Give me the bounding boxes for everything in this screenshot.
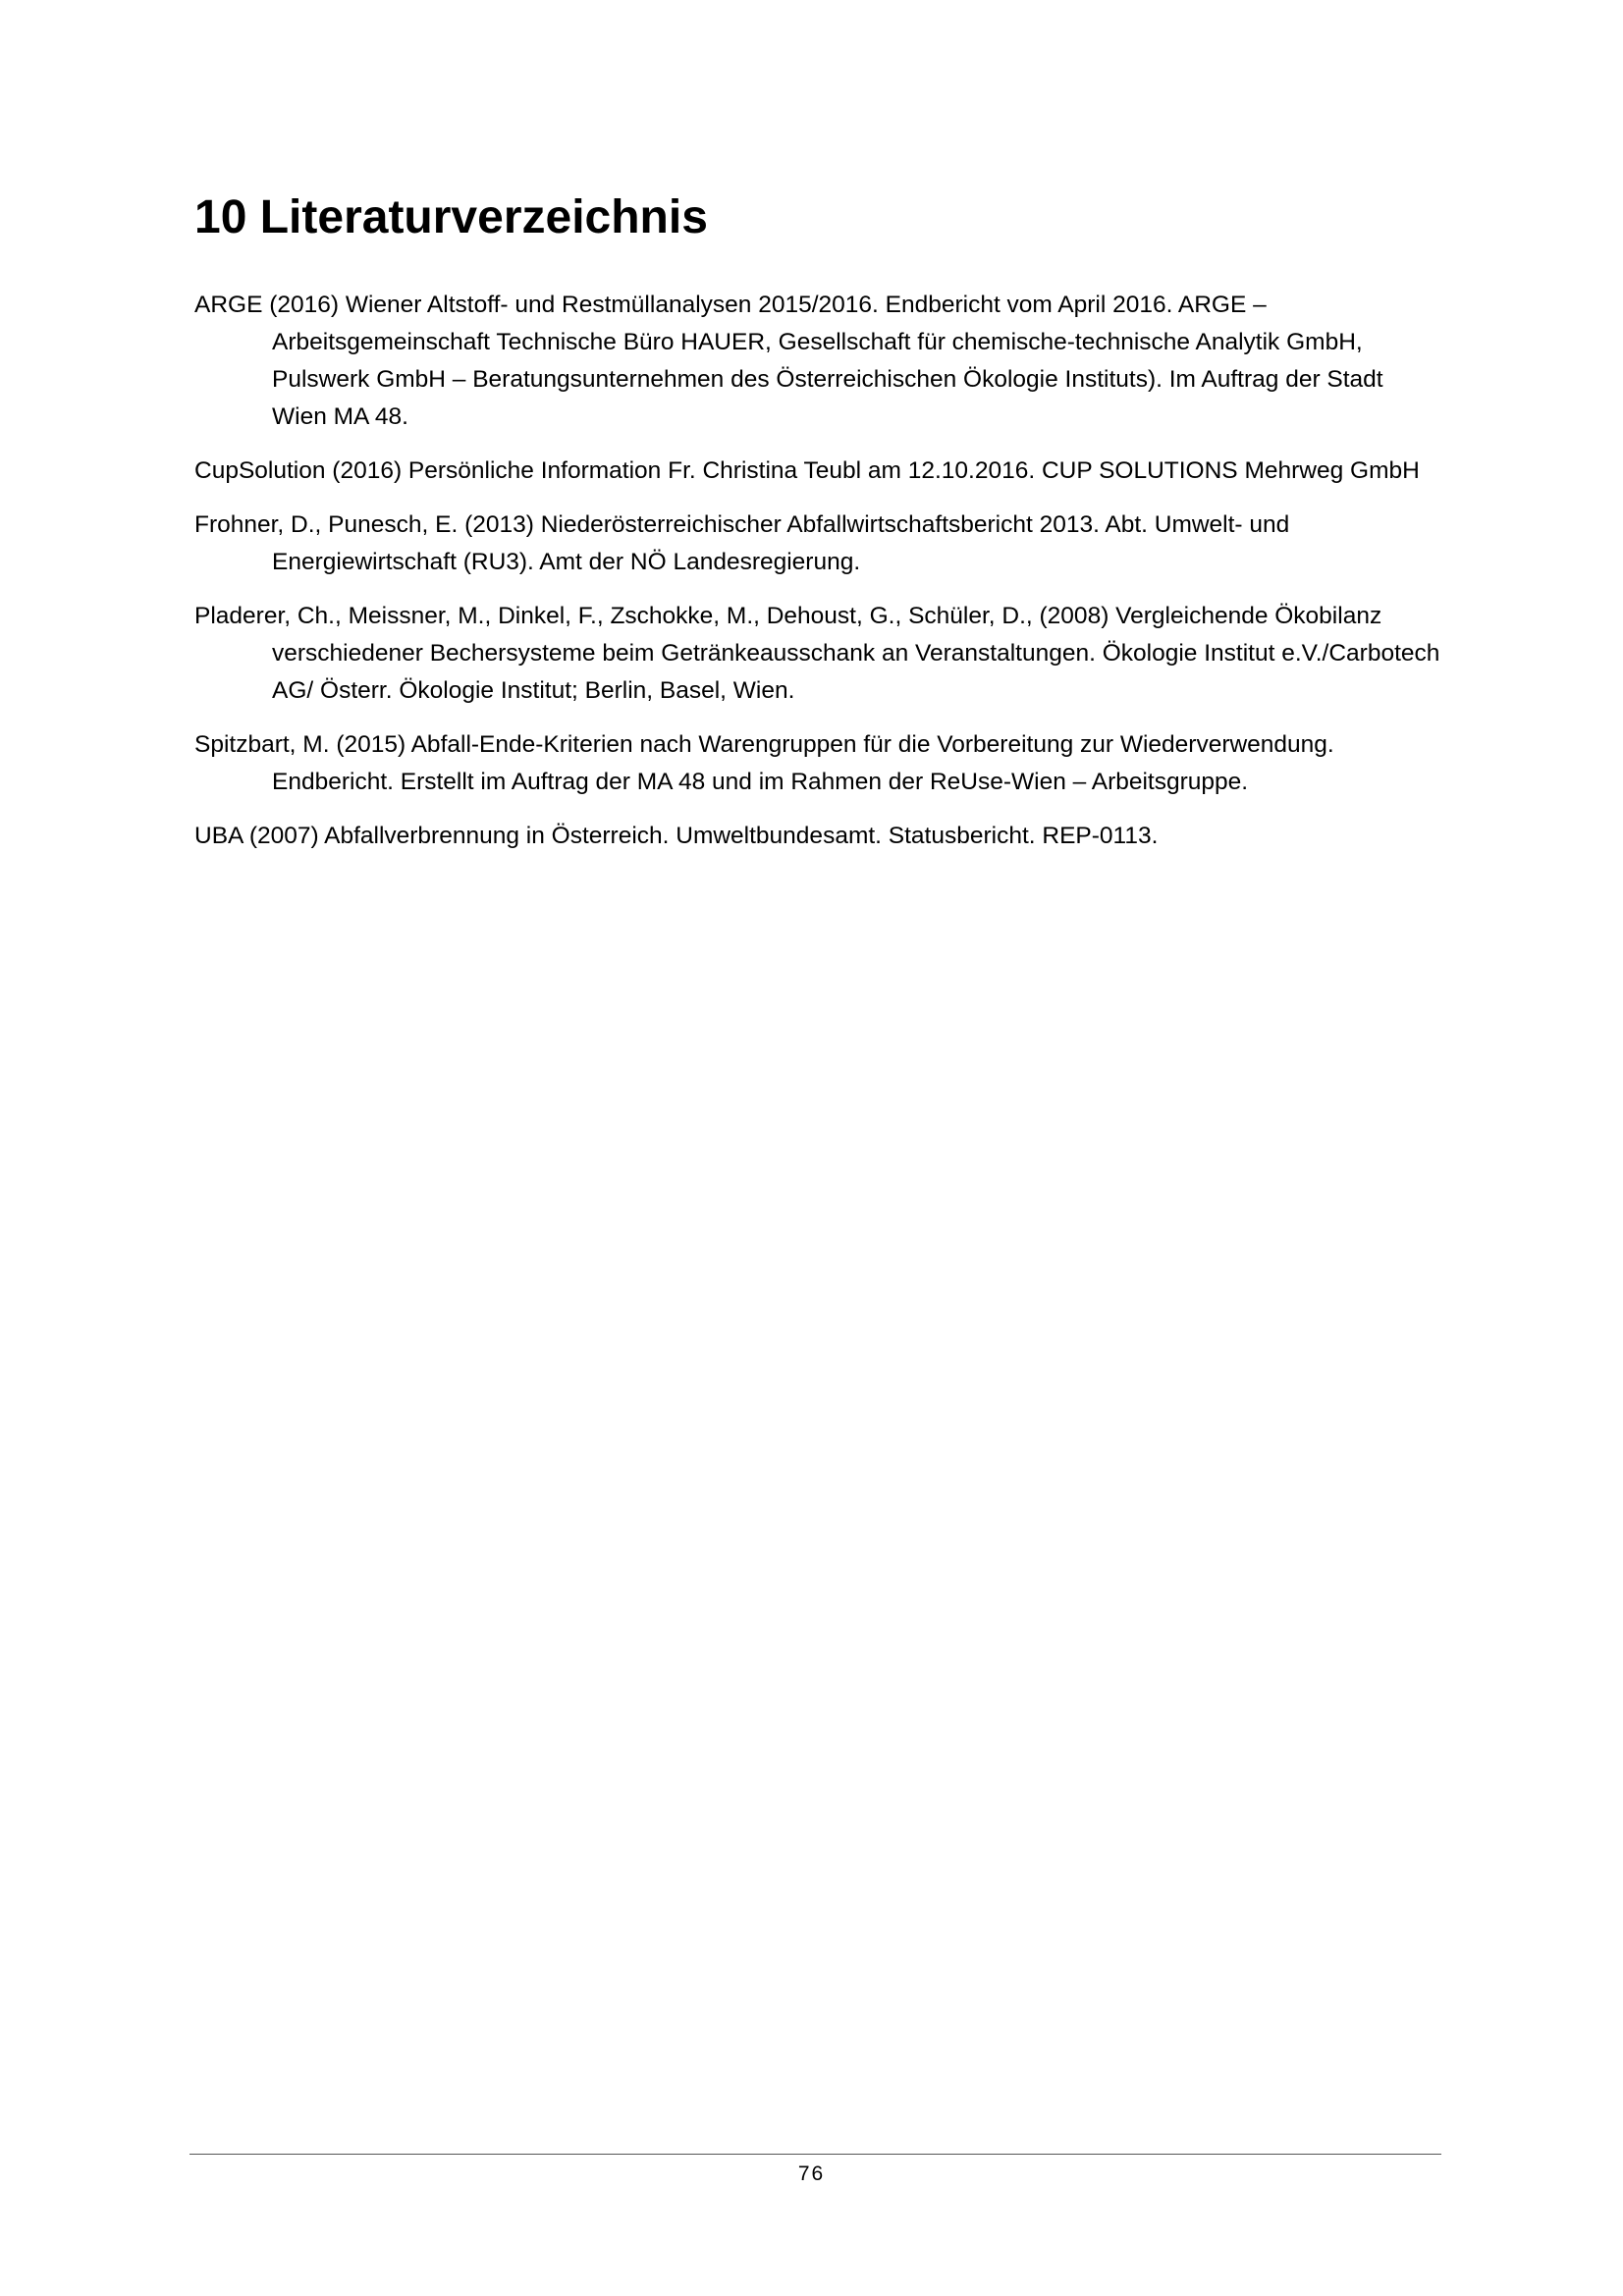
footer-divider bbox=[189, 2154, 1441, 2155]
reference-entry: Frohner, D., Punesch, E. (2013) Niederösterreichischer Abfallwirtschaftsbericht 2013. Abt. Umwelt- und Energiewirtschaft (RU3). Amt der NÖ Landesregierung. bbox=[194, 511, 1290, 575]
section-heading: 10 Literaturverzeichnis bbox=[194, 191, 708, 243]
page-number: 76 bbox=[797, 2163, 826, 2185]
reference-entry: UBA (2007) Abfallverbrennung in Österreich. Umweltbundesamt. Statusbericht. REP-0113. bbox=[194, 823, 1159, 849]
reference-entry: ARGE (2016) Wiener Altstoff- und Restmüllanalysen 2015/2016. Endbericht vom April 2016. ARGE – Arbeitsgemeinschaft Technische Büro HAUER, Gesellschaft für chemische-technische Analytik GmbH, Pulswerk GmbH – Beratungsunternehmen des Österreichischen Ökologie Instituts). Im Auftrag der Stadt Wien MA 48. bbox=[194, 292, 1383, 430]
reference-entry: Spitzbart, M. (2015) Abfall-Ende-Kriterien nach Warengruppen für die Vorbereitung zur Wiederverwendung. Endbericht. Erstellt im Auftrag der MA 48 und im Rahmen der ReUse-Wien – Arbeitsgruppe. bbox=[194, 731, 1334, 795]
reference-list bbox=[194, 287, 1441, 872]
reference-entry: CupSolution (2016) Persönliche Information Fr. Christina Teubl am 12.10.2016. CUP SOLUTIONS Mehrweg GmbH bbox=[194, 457, 1420, 484]
reference-entry: Pladerer, Ch., Meissner, M., Dinkel, F., Zschokke, M., Dehoust, G., Schüler, D., (2008) Vergleichende Ökobilanz verschiedener Bechersysteme beim Getränkeausschank an Veranstaltungen. Ökologie Institut e.V./Carbotech AG/ Österr. Ökologie Institut; Berlin, Basel, Wien. bbox=[194, 603, 1440, 704]
